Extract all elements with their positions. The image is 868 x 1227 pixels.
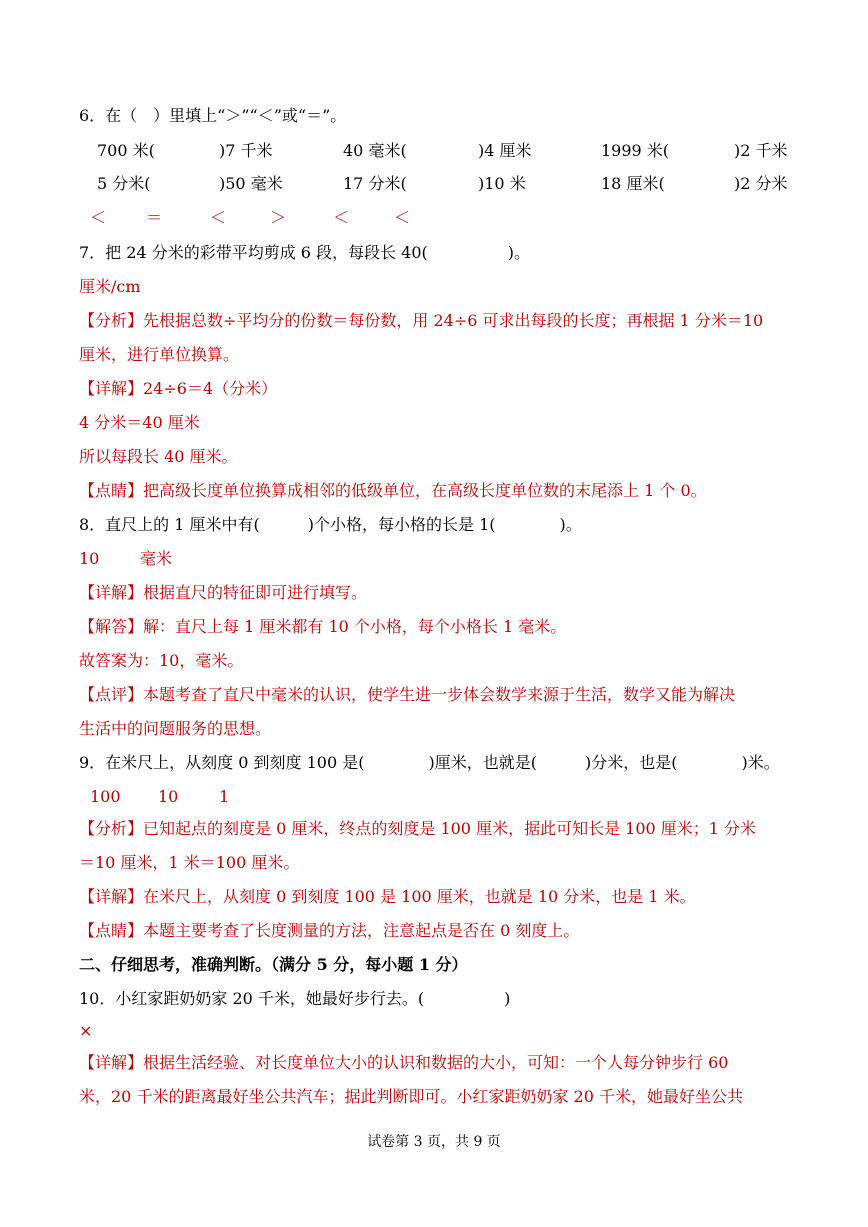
q9-analysis-line2: ＝10 厘米，1 米＝100 厘米。	[79, 853, 300, 872]
q9-answer-3: 1	[219, 787, 230, 806]
q8-detail: 【详解】根据直尺的特征即可进行填写。	[79, 583, 368, 602]
q7-analysis-line2: 厘米，进行单位换算。	[79, 345, 240, 364]
q6-r1c3-left: 1999 米(	[601, 141, 670, 160]
q6-r1c1-right: )7 千米	[219, 141, 273, 160]
q7-title: 7．把 24 分米的彩带平均剪成 6 段，每段长 40( )。	[79, 243, 530, 262]
q7-detail-line3: 所以每段长 40 厘米。	[79, 447, 238, 466]
q7-comment: 【点睛】把高级长度单位换算成相邻的低级单位，在高级长度单位数的末尾添上 1 个 0。	[79, 481, 707, 500]
q6-answer-1: ＜	[90, 208, 107, 227]
q7-analysis-line1: 【分析】先根据总数÷平均分的份数＝每份数，用 24÷6 可求出每段的长度；再根据 1 分米＝10	[79, 311, 764, 330]
q9-detail: 【详解】在米尺上，从刻度 0 到刻度 100 是 100 厘米，也就是 10 分米，也是 1 米。	[79, 887, 696, 906]
q8-solution: 【解答】解：直尺上每 1 厘米都有 10 个小格，每个小格长 1 毫米。	[79, 617, 567, 636]
q8-answer-1: 10	[79, 549, 100, 568]
q6-r2c2-left: 17 分米(	[343, 174, 407, 193]
q6-answer-6: ＜	[394, 208, 411, 227]
q7-detail-line2: 4 分米＝40 厘米	[79, 413, 200, 432]
q7-answer: 厘米/cm	[79, 277, 141, 296]
q9-answer-2: 10	[158, 787, 179, 806]
q6-r2c1-right: )50 毫米	[219, 174, 283, 193]
q8-review-line2: 生活中的问题服务的思想。	[79, 719, 272, 738]
q9-comment: 【点睛】本题主要考查了长度测量的方法，注意起点是否在 0 刻度上。	[79, 921, 580, 940]
q10-title: 10．小红家距奶奶家 20 千米，她最好步行去。( )	[79, 989, 511, 1008]
section-2-heading: 二、仔细思考，准确判断。（满分 5 分，每小题 1 分）	[79, 955, 468, 974]
q6-answer-2: ＝	[146, 208, 163, 227]
q6-answer-4: ＞	[270, 208, 287, 227]
q9-analysis-line1: 【分析】已知起点的刻度是 0 厘米，终点的刻度是 100 厘米，据此可知长是 100 厘米；1 分米	[79, 819, 757, 838]
q6-title: 6．在（ ）里填上“＞”“＜”或“＝”。	[79, 106, 347, 125]
q6-answer-5: ＜	[333, 208, 350, 227]
q7-detail-line1: 【详解】24÷6＝4（分米）	[79, 379, 278, 398]
q6-r1c3-right: )2 千米	[734, 141, 788, 160]
q8-review-line1: 【点评】本题考查了直尺中毫米的认识，使学生进一步体会数学来源于生活，数学又能为解决	[79, 685, 736, 704]
q10-answer: ×	[79, 1021, 93, 1040]
q10-detail-line1: 【详解】根据生活经验、对长度单位大小的认识和数据的大小，可知：一个人每分钟步行 60	[79, 1053, 729, 1072]
q9-title: 9．在米尺上，从刻度 0 到刻度 100 是( )厘米，也就是( )分米，也是( )米。	[79, 753, 780, 772]
q6-r1c1-left: 700 米(	[97, 141, 155, 160]
q8-title: 8．直尺上的 1 厘米中有( )个小格，每小格的长是 1( )。	[79, 515, 582, 534]
q8-answer-2: 毫米	[140, 549, 173, 568]
q6-r1c2-left: 40 毫米(	[343, 141, 407, 160]
q9-answer-1: 100	[90, 787, 121, 806]
q6-answer-3: ＜	[210, 208, 227, 227]
q6-r2c2-right: )10 米	[478, 174, 526, 193]
q6-r2c1-left: 5 分米(	[97, 174, 151, 193]
q6-r2c3-left: 18 厘米(	[601, 174, 665, 193]
q10-detail-line2: 米，20 千米的距离最好坐公共汽车；据此判断即可。小红家距奶奶家 20 千米，她最好坐公共	[79, 1087, 743, 1106]
q6-r2c3-right: )2 分米	[734, 174, 788, 193]
q6-r1c2-right: )4 厘米	[478, 141, 532, 160]
q8-result: 故答案为：10，毫米。	[79, 651, 244, 670]
page-footer: 试卷第 3 页，共 9 页	[367, 1134, 501, 1150]
